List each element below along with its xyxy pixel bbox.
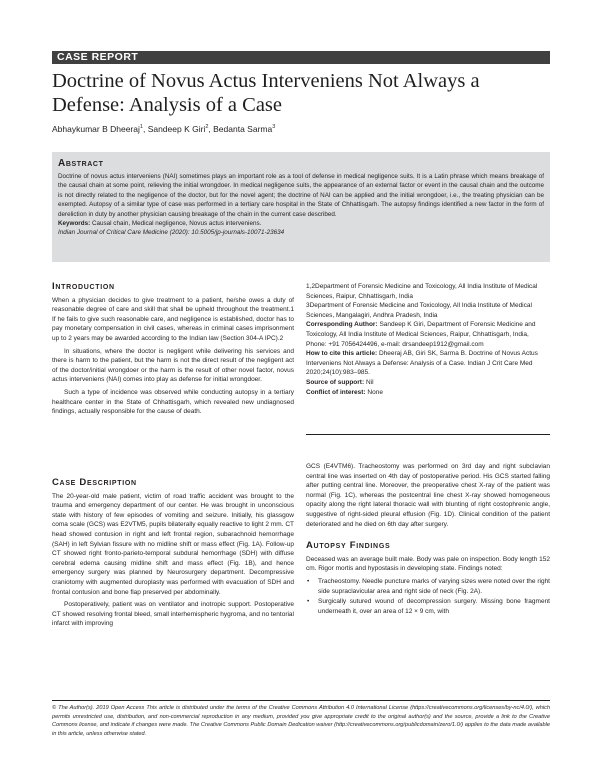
footer-divider	[52, 700, 550, 701]
abstract-heading: Abstract	[58, 158, 104, 169]
author-affiliation-mark: 2	[205, 124, 209, 131]
conflict-of-interest-label: Conflict of interest:	[306, 388, 366, 396]
case-description-heading: Case Description	[52, 477, 137, 488]
abstract-text: Doctrine of novus actus interveniens (NAI) sometimes plays an important role as a tool of defense in medical negligence suits. It is a Latin phrase which means breakage of the causal chain at some point, relieving the initial wrongdoer. In medical negligence suits, the appearance of an external factor or event in the causal chain and the outcome is not directly related to the negligence of the doctor, but for the novel agent; the doctrine of NAI can be applied and the initial wrongdoer, i.e., the treating physician can be exempted. Autopsy of a similar type of case was performed in a tertiary care hospital in the State of Chhattisgarh. The autopsy findings identified a new factor in the form of dereliction in duty by another physician causing breakage of the chain in the current case described.	[58, 173, 544, 218]
author-affiliation-mark: 1	[139, 124, 143, 131]
list-item: • Tracheostomy. Needle puncture marks of varying sizes were noted over the right side supraclavicular area and right side of neck (Fig. 2A).	[307, 577, 550, 595]
corresponding-author	[306, 320, 550, 349]
case-paragraph-1: The 20-year-old male patient, victim of road traffic accident was brought to the trauma and emergency department of our center. He was brought in unconscious state with history of few episodes of vomiting and seizure. Initially, his glassgow coma scale (GCS) was E2VTM5, pupils bilaterally equally reactive to light 2 mm. CT head showed contusion in right and left frontal region, subarachnoid hemorrhage (SAH) in left Sylvian fissure with no midline shift or mass effect (Fig. 1A). Follow-up CT showed right fronto-parieto-temporal subdural hemorrhage (SDH) with diffuse cerebral edema causing midline shift and mass effect (Fig. 1B), and hence emergency surgery was planned by Neurosurgery department. Decompressive craniotomy with augmented duroplasty was performed with evacuation of SDH and frontal contusion and bone flap preserved per abdominally.	[52, 492, 294, 596]
author-affiliation-mark: 3	[272, 124, 276, 131]
corresponding-author-label: Corresponding Author:	[306, 321, 378, 329]
article-type-label: CASE REPORT	[57, 51, 139, 63]
finding-text: Surgically sutured wound of decompression surgery. Missing bone fragment underneath it, over an area of 12 × 9 cm, with	[318, 598, 550, 615]
left-column-top	[52, 282, 294, 417]
author-name: Bedanta Sarma	[213, 124, 273, 134]
list-item: • Surgically sutured wound of decompression surgery. Missing bone fragment underneath it, over an area of 12 × 9 cm, with	[307, 598, 550, 615]
left-column-bottom	[52, 478, 294, 629]
source-of-support-value: Nil	[365, 378, 374, 386]
article-title: Doctrine of Novus Actus Interveniens Not Always a Defense: Analysis of a Case	[52, 70, 480, 116]
how-to-cite-label: How to cite this article:	[306, 350, 378, 358]
info-divider	[306, 434, 550, 435]
case-continued-paragraph: GCS (E4VTM6). Tracheostomy was performed on 3rd day and right subclavian central line was inserted on 4th day of postoperative period. His GCS started falling after putting central line. Moreover, the preoperative chest X-ray of the patient was normal (Fig. 1C), whereas the postcentral line chest X-ray showed homogeneous opacity along the right lateral thoracic wall with blunting of right costophrenic angle, suggestive of right-sided pleural effusion (Fig. 1D). Clinical condition of the patient deteriorated and he died on 6th day after surgery.	[306, 463, 550, 528]
introduction-paragraph-3: Such a type of incidence was observed while conducting autopsy in a tertiary healthcare center in the State of Chhattisgarh, which revealed new undiagnosed findings, actually responsible for the cause of death.	[52, 388, 294, 416]
keywords-line	[58, 219, 544, 228]
case-paragraph-2: Postoperatively, patient was on ventilator and inotropic support. Postoperative CT showed resolving frontal bleed, small interhemispheric hygroma, and no tentorial infarct with improving	[52, 601, 294, 628]
source-of-support-label: Source of support:	[306, 378, 365, 386]
author-name: Abhaykumar B Dheeraj	[52, 124, 140, 134]
license-footer: © The Author(s). 2019 Open Access This article is distributed under the terms of the Creative Commons Attribution 4.0 International License (https://creativecommons.org/licenses/by-nc/4.0/), which permits unrestricted use, distribution, and non-commercial reproduction in any medium, provided you give appropriate credit to the original author(s) and the source, provide a link to the Creative Commons license, and indicate if changes were made. The Creative Commons Public Domain Dedication waiver (http://creativecommons.org/publicdomain/zero/1.0/) applies to the data made available in this article, unless otherwise stated.	[52, 705, 550, 737]
autopsy-findings-list	[306, 577, 550, 616]
how-to-cite-text: Dheeraj AB, Giri SK, Sarma B. Doctrine of Novus Actus Interveniens Not Always a Defense: Analysis of a Case. Indian J Crit Care Med 2020;24(10):983–985.	[306, 350, 538, 377]
conflict-of-interest-value: None	[367, 388, 383, 396]
right-column	[306, 462, 550, 617]
corresponding-author-text: Sandeep K Giri, Department of Forensic Medicine and Toxicology, All India Institute of Medical Sciences, Raipur, Chhattisgarh, India, Phone: +91 7056424496, e-mail: drsandeep1912@gmail.com	[306, 321, 536, 348]
author-name: Sandeep K Giri	[147, 124, 206, 134]
keywords-text: Causal chain, Medical negligence, Novus actus interveniens.	[91, 220, 262, 228]
autopsy-findings-heading: Autopsy Findings	[306, 540, 391, 552]
article-type-bar	[52, 51, 550, 64]
journal-citation: Indian Journal of Critical Care Medicine (2020): 10.5005/jp-journals-10071-23634	[58, 229, 285, 237]
keywords-label: Keywords:	[58, 220, 91, 228]
affiliation-3: 3Department of Forensic Medicine and Toxicology, All India Institute of Medical Sciences, Mangalagiri, Andhra Pradesh, India	[306, 302, 532, 319]
conflict-of-interest	[306, 388, 550, 398]
introduction-paragraph-2: In situations, where the doctor is negligent while delivering his services and there is harm to the patient, but the harm is not the direct result of the negligent act of the doctor/initial wrongdoer or the harm is the result of other novel factor, novus actus interveniens (NAI) comes into play as defense for initial wrongdoer.	[52, 347, 294, 384]
how-to-cite	[306, 349, 550, 378]
finding-text: Tracheostomy. Needle puncture marks of varying sizes were noted over the right side supraclavicular area and right side of neck (Fig. 2A).	[318, 577, 550, 595]
affiliation-1-2: 1,2Department of Forensic Medicine and Toxicology, All India Institute of Medical Sciences, Raipur, Chhattisgarh, India	[306, 283, 538, 300]
introduction-heading: Introduction	[52, 281, 115, 292]
autopsy-paragraph: Deceased was an average built male. Body was pale on inspection. Body length 152 cm. Rigor mortis and hypostasis in developing state. Findings noted:	[306, 555, 550, 573]
abstract-box	[52, 152, 550, 262]
introduction-paragraph-1: When a physician decides to give treatment to a patient, he/she owes a duty of reasonable degree of care and skill that shall be upheld throughout the treatment.1 If he fails to give such reasonable care, and negligence is established, doctor has to pay monetary compensation in civil cases, whereas in criminal cases imprisonment up to 2 years may be awarded according to the Indian law (Section 304-A IPC).2	[52, 296, 294, 342]
source-of-support	[306, 378, 550, 388]
author-list: Abhaykumar B Dheeraj$^1$, Sandeep K Giri$^2$, Bedanta Sarma$^3$	[52, 124, 276, 134]
article-info	[306, 282, 550, 397]
